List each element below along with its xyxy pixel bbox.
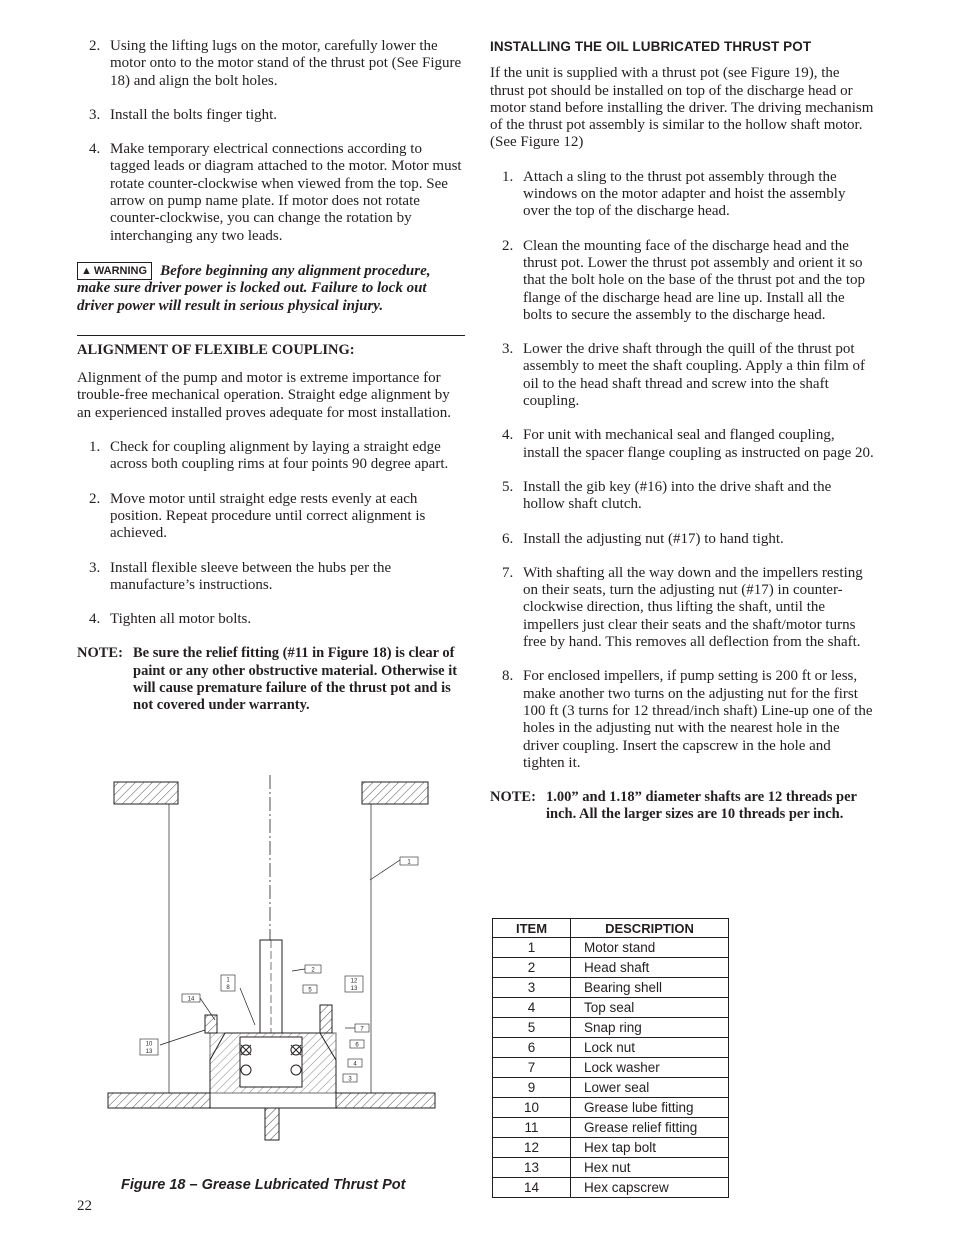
motor-flange-right	[362, 782, 428, 804]
section-divider	[77, 335, 465, 336]
page-number: 22	[77, 1198, 92, 1214]
step-text: For enclosed impellers, if pump setting is 200 ft or less, make another two turns on the adjusting nut for the first 100 ft (3 turns for 12 thread/inch shaft) Line-up one of the holes in the adjusting nut with the nearest hole in the driver coupling. Insert the capscrew in the hole and tighten it.	[523, 668, 873, 771]
step-text: Lower the drive shaft through the quill of the thrust pot assembly to meet the shaft coupling. Apply a thin film of oil to the head shaft thread and screw into the shaft coupling.	[523, 341, 866, 410]
list-item	[490, 668, 874, 772]
step-number: 6.	[502, 530, 514, 547]
description-cell: Motor stand	[571, 938, 729, 958]
step-text: Tighten all motor bolts.	[110, 611, 252, 628]
callout-label: 13	[350, 986, 358, 992]
step-text: Using the lifting lugs on the motor, carefully lower the motor onto to the motor stand of the thrust pot (See Figure 18) and align the bolt holes.	[110, 38, 462, 89]
table-row	[493, 1018, 729, 1038]
description-cell: Grease lube fitting	[571, 1098, 729, 1118]
step-text: With shafting all the way down and the impellers resting on their seats, turn the adjusting nut (#17) in counter-clockwise direction, thus lifting the shaft, until the impellers just clear their seats and the shaft/motor turns free by hand. This removes all deflection from the shaft.	[523, 564, 863, 651]
callout-label: 1	[226, 977, 230, 984]
step-text: Move motor until straight edge rests evenly at each position. Repeat procedure until correct alignment is achieved.	[110, 490, 426, 542]
note-label: NOTE:	[77, 645, 123, 662]
step-number: 4.	[89, 141, 101, 158]
description-cell: Snap ring	[571, 1018, 729, 1038]
callout-label: 14	[187, 996, 195, 1003]
note-text: Be sure the relief fitting (#11 in Figure 18) is clear of paint or any other obstructive material. Otherwise it will cause premature failure of the thrust pot and is not covered under warranty.	[133, 645, 458, 714]
right-column	[490, 38, 874, 824]
warning-text-consequence: Failure to lock out driver power will result in serious physical injury.	[77, 280, 427, 314]
description-cell: Hex nut	[571, 1158, 729, 1178]
step-text: Install flexible sleeve between the hubs per the manufacture’s instructions.	[110, 559, 392, 593]
step-number: 4.	[502, 427, 514, 444]
table-row	[493, 938, 729, 958]
description-cell: Top seal	[571, 998, 729, 1018]
callout-label: 10	[145, 1041, 153, 1048]
callout-label: 12	[350, 978, 358, 985]
table-row	[493, 1158, 729, 1178]
warning-block	[77, 262, 465, 315]
list-item	[77, 107, 465, 124]
list-item	[490, 169, 874, 221]
list-item	[77, 38, 465, 90]
step-number: 3.	[502, 341, 514, 358]
callout-label: 1	[407, 859, 411, 866]
item-cell: 14	[493, 1178, 571, 1198]
table-row	[493, 1138, 729, 1158]
description-cell: Hex capscrew	[571, 1178, 729, 1198]
list-item	[490, 238, 874, 324]
table-row	[493, 978, 729, 998]
note-text: 1.00” and 1.18” diameter shafts are 12 threads per inch. All the larger sizes are 10 threads per inch.	[546, 789, 857, 823]
item-cell: 7	[493, 1058, 571, 1078]
step-text: Install the adjusting nut (#17) to hand tight.	[523, 530, 784, 547]
callout-label: 5	[308, 987, 312, 994]
callout-label: 13	[145, 1049, 153, 1055]
warning-badge-label: WARNING	[93, 264, 148, 277]
alignment-heading: ALIGNMENT OF FLEXIBLE COUPLING:	[77, 341, 355, 358]
alignment-steps	[77, 439, 465, 628]
callout-label: 2	[311, 967, 315, 974]
parts-table	[492, 918, 729, 1198]
callout-label: 4	[353, 1061, 357, 1068]
oil-thrust-pot-intro: If the unit is supplied with a thrust pot (see Figure 19), the thrust pot should be installed on top of the discharge head or motor stand before installing the driver. The driving mechanism of the thrust pot assembly is similar to the hollow shaft motor. (See Figure 12)	[490, 65, 874, 151]
step-text: Clean the mounting face of the discharge head and the thrust pot. Lower the thrust pot assembly and orient it so that the bolt hole on the base of the thrust pot and the top flange of the discharge head are line up. Install all the bolts to secure the assembly to the discharge head.	[523, 237, 866, 323]
item-cell: 5	[493, 1018, 571, 1038]
thrust-pot-figure	[100, 775, 445, 1175]
list-item	[490, 531, 874, 548]
thread-note	[490, 789, 874, 824]
description-cell: Lock washer	[571, 1058, 729, 1078]
step-number: 3.	[89, 559, 101, 576]
step-number: 2.	[502, 237, 514, 254]
figure-caption: Figure 18 – Grease Lubricated Thrust Pot	[121, 1177, 406, 1193]
step-text: Install the bolts finger tight.	[110, 106, 278, 123]
alignment-intro: Alignment of the pump and motor is extreme importance for trouble-free mechanical operation. Straight edge alignment by an experienced installed proves adequate for most installation.	[77, 370, 452, 421]
table-row	[493, 998, 729, 1018]
step-number: 4.	[89, 611, 101, 628]
oil-thrust-pot-steps	[490, 169, 874, 772]
description-cell: Lock nut	[571, 1038, 729, 1058]
table-header-row	[493, 919, 729, 938]
item-cell: 4	[493, 998, 571, 1018]
step-text: Attach a sling to the thrust pot assembly through the windows on the motor adapter and hoist the assembly over the top of the discharge head.	[523, 168, 846, 220]
step-text: Check for coupling alignment by laying a straight edge across both coupling rims at four points 90 degree apart.	[110, 439, 449, 473]
item-cell: 3	[493, 978, 571, 998]
item-cell: 10	[493, 1098, 571, 1118]
relief-fitting-note	[77, 645, 465, 714]
step-text: Make temporary electrical connections according to tagged leads or diagram attached to the motor. Motor must rotate counter-clockwise when viewed from the top. See arrow on pump name plate. If motor does not rotate counter-clockwise, you can change the rotation by interchanging any two leads.	[110, 141, 462, 244]
warning-badge	[77, 262, 152, 280]
item-cell: 6	[493, 1038, 571, 1058]
description-cell: Head shaft	[571, 958, 729, 978]
callout-label: 6	[355, 1042, 359, 1049]
step-number: 8.	[502, 668, 514, 685]
step-text: For unit with mechanical seal and flanged coupling, install the spacer flange coupling as instructed on page 20.	[523, 427, 874, 461]
table-row	[493, 958, 729, 978]
list-item	[77, 611, 465, 628]
list-item	[490, 341, 874, 410]
callout-label: 8	[226, 985, 230, 991]
step-number: 2.	[89, 38, 101, 54]
description-cell: Lower seal	[571, 1078, 729, 1098]
list-item	[77, 141, 465, 245]
step-number: 2.	[89, 490, 101, 507]
description-cell: Grease relief fitting	[571, 1118, 729, 1138]
step-number: 1.	[89, 439, 101, 456]
item-cell: 11	[493, 1118, 571, 1138]
step-number: 3.	[89, 106, 101, 123]
step-number: 7.	[502, 564, 514, 581]
list-item	[490, 479, 874, 514]
step-number: 5.	[502, 478, 514, 495]
table-row	[493, 1058, 729, 1078]
table-row	[493, 1098, 729, 1118]
step-number: 1.	[502, 168, 514, 185]
item-cell: 12	[493, 1138, 571, 1158]
column-header-item: ITEM	[493, 919, 571, 938]
item-cell: 1	[493, 938, 571, 958]
callout-label: 3	[348, 1076, 352, 1083]
table-row	[493, 1038, 729, 1058]
list-item	[490, 565, 874, 651]
oil-thrust-pot-heading: INSTALLING THE OIL LUBRICATED THRUST POT	[490, 39, 812, 54]
table-row	[493, 1178, 729, 1198]
description-cell: Bearing shell	[571, 978, 729, 998]
description-cell: Hex tap bolt	[571, 1138, 729, 1158]
motor-flange-left	[114, 782, 178, 804]
list-item	[490, 427, 874, 462]
warning-triangle-icon: ▲	[81, 264, 92, 277]
item-cell: 9	[493, 1078, 571, 1098]
column-header-description: DESCRIPTION	[571, 919, 729, 938]
left-column	[77, 38, 465, 715]
callout-label: 7	[360, 1026, 364, 1033]
table-row	[493, 1078, 729, 1098]
table-row	[493, 1118, 729, 1138]
list-item	[77, 491, 465, 543]
motor-install-steps	[77, 38, 465, 245]
warning-text: Before beginning any alignment procedure, make sure driver power is locked out.	[77, 262, 431, 297]
list-item	[77, 560, 465, 595]
step-text: Install the gib key (#16) into the drive shaft and the hollow shaft clutch.	[523, 478, 832, 513]
item-cell: 2	[493, 958, 571, 978]
list-item	[77, 439, 465, 474]
item-cell: 13	[493, 1158, 571, 1178]
note-label: NOTE:	[490, 789, 536, 806]
